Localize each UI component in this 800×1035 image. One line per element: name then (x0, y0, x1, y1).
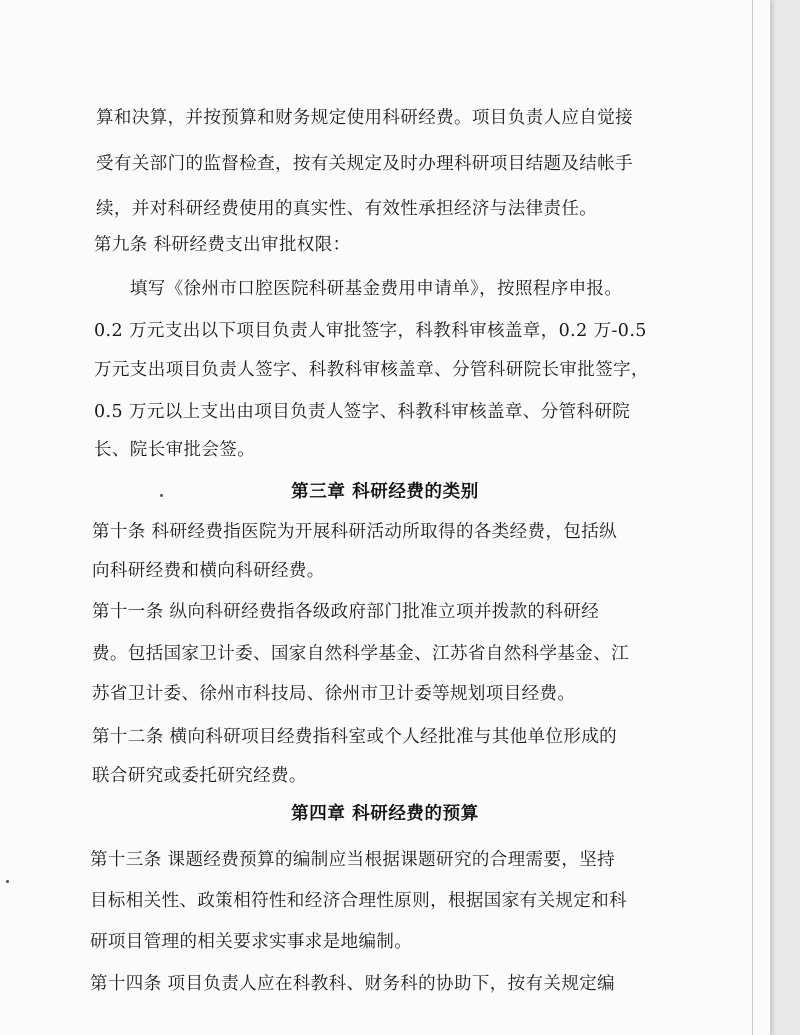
text-line: 目标相关性、政策相符性和经济合理性原则，根据国家有关规定和科 (90, 891, 627, 911)
page-edge (752, 0, 753, 1035)
text-line: 万元支出项目负责人签字、科教科审核盖章、分管科研院长审批签字， (94, 360, 649, 380)
chapter-4-title: 第四章 科研经费的预算 (291, 804, 479, 824)
text-line: 向科研经费和横向科研经费。 (92, 561, 325, 581)
text-line: 费。包括国家卫计委、国家自然科学基金、江苏省自然科学基金、江 (92, 644, 629, 664)
scan-speck (6, 880, 9, 883)
text-line: 第十二条 横向科研项目经费指科室或个人经批准与其他单位形成的 (92, 727, 618, 747)
text-line: 联合研究或委托研究经费。 (92, 766, 307, 786)
text-line: 第十三条 课题经费预算的编制应当根据课题研究的合理需要，坚持 (90, 850, 616, 870)
text-line: 长、院长审批会签。 (94, 440, 256, 460)
article-9-heading: 第九条 科研经费支出审批权限： (94, 235, 351, 255)
text-line: 第十条 科研经费指医院为开展科研活动所取得的各类经费，包括纵 (92, 522, 618, 542)
text-line: 填写《徐州市口腔医院科研基金费用申请单》，按照程序申报。 (112, 279, 623, 299)
text-line: 研项目管理的相关要求实事求是地编制。 (90, 932, 413, 952)
text-line: 续，并对科研经费使用的真实性、有效性承担经济与法律责任。 (96, 199, 598, 219)
chapter-3-title: 第三章 科研经费的类别 (291, 482, 479, 502)
text-line: 第十四条 项目负责人应在科教科、财务科的协助下，按有关规定编 (90, 974, 616, 994)
scan-speck (160, 494, 163, 497)
text-line: 0.5 万元以上支出由项目负责人签字、科教科审核盖章、分管科研院 (94, 402, 631, 422)
text-line: 苏省卫计委、徐州市科技局、徐州市卫计委等规划项目经费。 (92, 684, 576, 704)
text-line: 0.2 万元支出以下项目负责人审批签字，科教科审核盖章，0.2 万-0.5 (94, 321, 647, 341)
text-line: 受有关部门的监督检查，按有关规定及时办理科研项目结题及结帐手 (96, 154, 633, 174)
text-line: 算和决算，并按预算和财务规定使用科研经费。项目负责人应自觉接 (96, 108, 633, 128)
text-line: 第十一条 纵向科研经费指各级政府部门批准立项并拨款的科研经 (92, 602, 600, 622)
